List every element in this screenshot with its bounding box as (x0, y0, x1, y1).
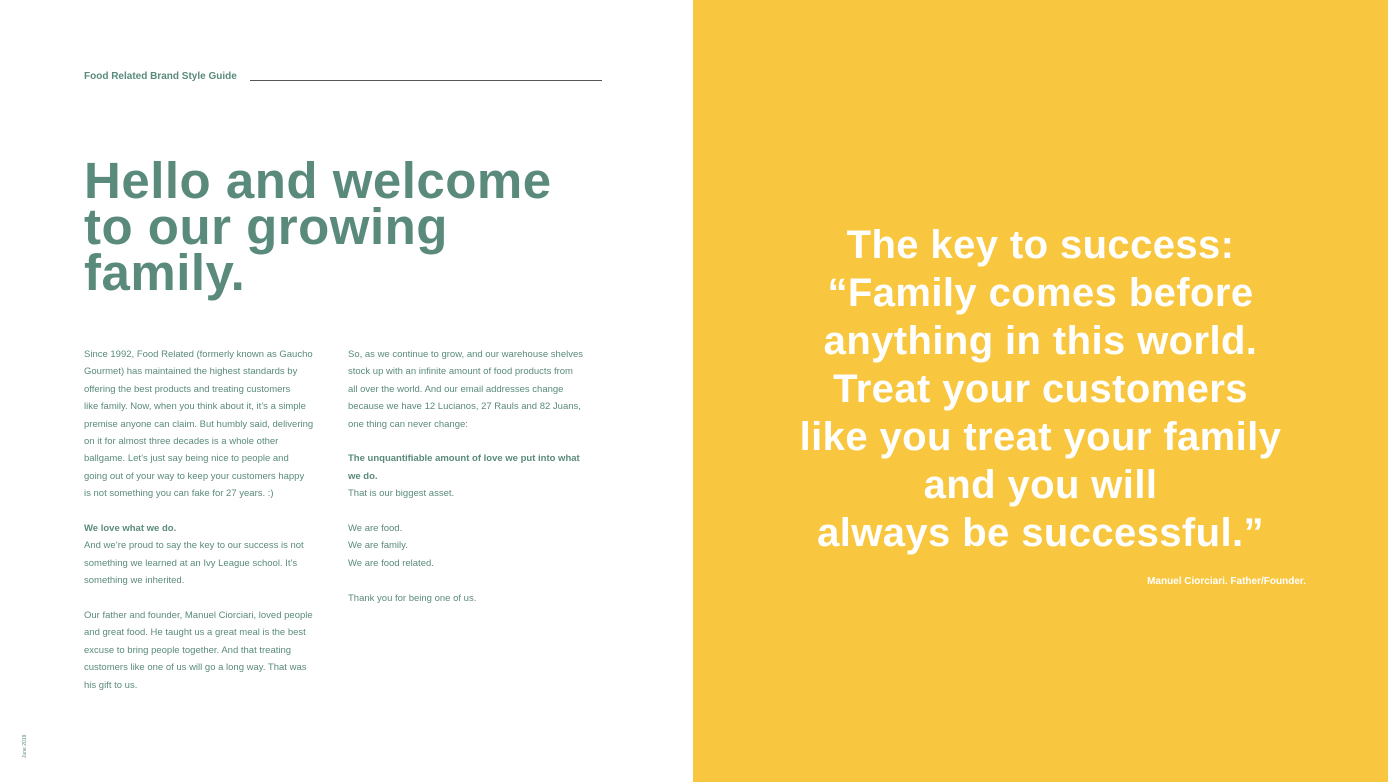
text-line: That is our biggest asset. (348, 488, 455, 500)
quote-line: Treat your customers (833, 367, 1248, 411)
text-line: We are family. (348, 540, 408, 552)
text-line: all over the world. And our email addresses change (348, 383, 564, 395)
text-line: his gift to us. (84, 679, 138, 691)
quote-line: like you treat your family (799, 415, 1282, 459)
paragraph-growth (348, 346, 610, 433)
text-line: like family. Now, when you think about it, it’s a simple (84, 401, 306, 413)
subheading: we do. (348, 470, 378, 482)
intro-column-right (348, 346, 610, 607)
paragraph-identity (348, 520, 610, 572)
founder-quote (693, 221, 1388, 557)
quote-line: and you will (923, 463, 1158, 507)
quote-attribution: Manuel Ciorciari. Father/Founder. (1147, 576, 1306, 587)
subheading: We love what we do. (84, 523, 177, 535)
text-line: Gourmet) has maintained the highest standards by (84, 366, 298, 378)
text-line: We are food related. (348, 557, 434, 569)
brand-guide-label: Food Related Brand Style Guide (84, 71, 237, 82)
text-line: and great food. He taught us a great meal is the best (84, 627, 306, 639)
text-line: So, as we continue to grow, and our warehouse shelves (348, 349, 584, 360)
text-line: on it for almost three decades is a whole other (84, 436, 279, 448)
quote-line: The key to success: (846, 223, 1235, 267)
text-line: because we have 12 Lucianos, 27 Rauls and 82 Juans, (348, 401, 581, 413)
paragraph-love (84, 520, 340, 590)
page-title (84, 152, 644, 301)
text-line: one thing can never change: (348, 418, 468, 430)
subheading: The unquantifiable amount of love we put into what (348, 453, 580, 465)
quote-panel (693, 0, 1388, 782)
title-line: family. (84, 244, 246, 301)
paragraph-history (84, 346, 340, 503)
quote-line: always be successful.” (817, 511, 1264, 555)
title-line: Hello and welcome (84, 152, 552, 209)
text-line: something we learned at an Ivy League school. It’s (84, 557, 298, 569)
text-line: And we’re proud to say the key to our success is not (84, 540, 304, 552)
text-line: excuse to bring people together. And that treating (84, 644, 292, 656)
paragraph-asset (348, 450, 610, 502)
quote-line: “Family comes before (827, 271, 1254, 315)
title-line: to our growing (84, 198, 448, 255)
quote-line: anything in this world. (823, 319, 1258, 363)
text-line: is not something you can fake for 27 years. :) (84, 488, 274, 500)
text-line: Thank you for being one of us. (348, 592, 477, 604)
text-line: ballgame. Let’s just say being nice to people and (84, 453, 289, 465)
text-line: offering the best products and treating customers (84, 383, 291, 395)
text-line: going out of your way to keep your customers happy (84, 470, 305, 482)
paragraph-thanks (348, 590, 610, 607)
text-line: premise anyone can claim. But humbly said, delivering (84, 418, 314, 430)
paragraph-founder (84, 607, 340, 694)
text-line: something we inherited. (84, 575, 185, 587)
text-line: stock up with an infinite amount of food products from (348, 366, 573, 378)
text-line: customers like one of us will go a long way. That was (84, 662, 307, 674)
header-divider (250, 80, 602, 81)
side-date-label: June 2019 (22, 734, 28, 758)
intro-column-left (84, 346, 340, 694)
text-line: Our father and founder, Manuel Ciorciari, loved people (84, 610, 313, 622)
text-line: Since 1992, Food Related (formerly known as Gaucho (84, 349, 313, 360)
text-line: We are food. (348, 523, 403, 535)
left-page (0, 0, 693, 782)
